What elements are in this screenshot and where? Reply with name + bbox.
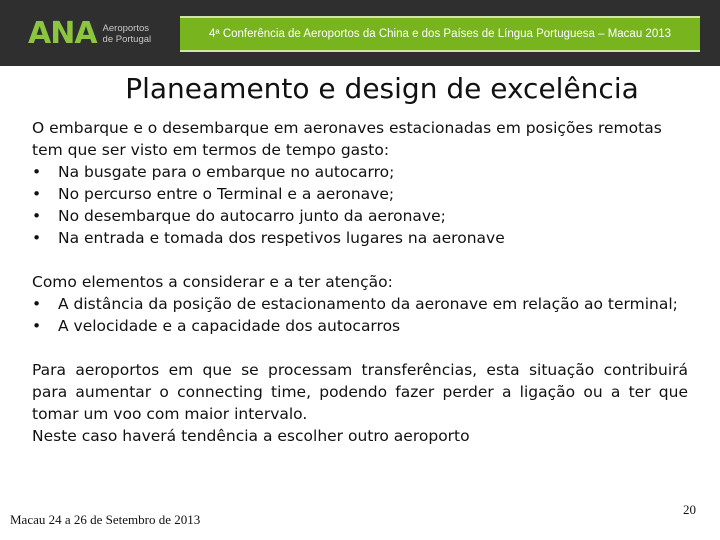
- bullet-glyph: •: [32, 317, 42, 335]
- section3-paragraph: Para aeroportos em que se processam transferências, esta situação contribuirá para aumentar o connecting time, podendo fazer perder a ligação ou a ter que tomar um voo com maior intervalo.: [32, 361, 688, 423]
- list-item-text: A distância da posição de estacionamento da aeronave em relação ao terminal;: [58, 295, 678, 313]
- list-item-text: Na entrada e tomada dos respetivos lugares na aeronave: [58, 229, 505, 247]
- section3-closing: Neste caso haverá tendência a escolher outro aeroporto: [32, 427, 470, 445]
- section2-intro: Como elementos a considerar e a ter atenção:: [32, 273, 393, 291]
- bullet-glyph: •: [32, 229, 42, 247]
- bullet-glyph: •: [32, 185, 42, 203]
- spacer: [32, 249, 688, 271]
- slide-title: Planeamento e design de excelência: [125, 72, 639, 105]
- footer-date: Macau 24 a 26 de Setembro de 2013: [10, 512, 201, 527]
- list-item-text: No desembarque do autocarro junto da aeronave;: [58, 207, 446, 225]
- list-item-text: A velocidade e a capacidade dos autocarros: [58, 317, 401, 335]
- spacer: [32, 337, 688, 359]
- slide-body: [32, 117, 688, 447]
- logo-line-2: de Portugal: [102, 34, 152, 45]
- list-item-text: Na busgate para o embarque no autocarro;: [58, 163, 395, 181]
- page-number: 20: [683, 502, 696, 517]
- logo-mark: ANA: [28, 16, 97, 51]
- list-item: [32, 183, 688, 205]
- section1-list: [32, 161, 688, 249]
- list-item: [32, 161, 688, 183]
- list-item: [32, 315, 688, 337]
- list-item: [32, 293, 688, 315]
- list-item: [32, 205, 688, 227]
- section1-intro: O embarque e o desembarque em aeronaves estacionadas em posições remotas tem que ser visto em termos de tempo gasto:: [32, 119, 662, 159]
- list-item-text: No percurso entre o Terminal e a aeronave;: [58, 185, 395, 203]
- bullet-glyph: •: [32, 295, 42, 313]
- banner-text: 4ª Conferência de Aeroportos da China e dos Países de Língua Portuguesa – Macau 2013: [208, 28, 672, 40]
- bullet-glyph: •: [32, 207, 42, 225]
- section2-list: [32, 293, 688, 337]
- ana-logo: [28, 18, 151, 50]
- logo-text: [103, 23, 152, 45]
- list-item: [32, 227, 688, 249]
- logo-line-1: Aeroportos: [102, 23, 150, 34]
- header-bar: [0, 0, 720, 66]
- bullet-glyph: •: [32, 163, 42, 181]
- conference-banner: [180, 16, 700, 52]
